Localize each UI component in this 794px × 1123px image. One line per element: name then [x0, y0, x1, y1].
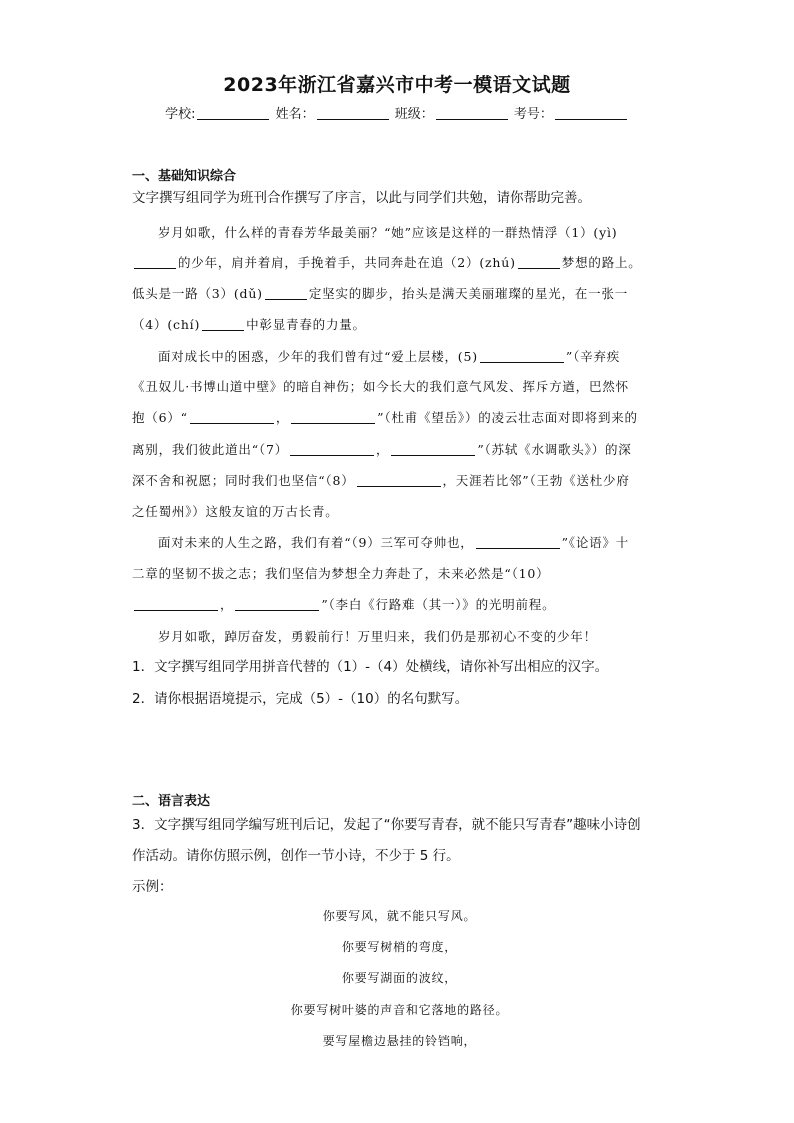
passage-line: 深不舍和祝愿；同时我们也坚信“（8） ，天涯若比邻”（王勃《送杜少府 — [132, 473, 630, 488]
answer-blank[interactable] — [476, 535, 560, 549]
answer-blank[interactable] — [290, 442, 374, 456]
school-blank[interactable] — [197, 107, 269, 120]
passage-line: 面对未来的人生之路，我们有着“（9）三军可夺帅也， ”《论语》十 — [158, 535, 630, 550]
name-blank[interactable] — [317, 107, 389, 120]
passage-line: ， ”（李白《行路难（其一）》的光明前程。 — [132, 595, 667, 615]
example-label: 示例： — [132, 879, 173, 895]
answer-blank[interactable] — [391, 442, 475, 456]
answer-blank[interactable] — [190, 410, 274, 424]
answer-blank[interactable] — [291, 410, 375, 424]
school-label: 学校: — [165, 107, 196, 122]
passage-line: 之任蜀州》）这般友谊的万古长青。 — [132, 504, 339, 519]
poem-line: 要写屋檐边悬挂的铃铛响， — [322, 1034, 477, 1048]
poem-line: 你要写湖面的波纹， — [341, 971, 458, 985]
answer-blank[interactable] — [134, 597, 218, 611]
passage-line: 二章的坚韧不拔之志；我们坚信为梦想全力奔赴了，未来必然是“（10） — [132, 566, 550, 581]
name-label: 姓名： — [275, 107, 315, 122]
section-heading: 二、语言表达 — [132, 794, 211, 809]
section-intro: 文字撰写组同学为班刊合作撰写了序言，以此与同学们共勉，请你帮助完善。 — [132, 190, 591, 206]
answer-blank[interactable] — [357, 473, 441, 487]
question-2: 2．请你根据语境提示，完成（5）-（10）的名句默写。 — [132, 691, 469, 707]
class-label: 班级： — [394, 107, 434, 122]
answer-blank[interactable] — [480, 349, 564, 363]
answer-blank[interactable] — [518, 255, 560, 269]
passage-line: （4）(chí) 中彰显青春的力量。 — [132, 317, 366, 332]
number-label: 考号： — [513, 107, 553, 122]
question-1: 1．文字撰写组同学用拼音代替的（1）-（4）处横线，请你补写出相应的汉字。 — [132, 659, 609, 675]
passage-line: 面对成长中的困惑，少年的我们曾有过“爱上层楼，(5) ”（辛弃疾 — [158, 349, 621, 364]
answer-blank[interactable] — [134, 255, 176, 269]
exam-title: 2023年浙江省嘉兴市中考一模语文试题 — [223, 74, 571, 96]
answer-blank[interactable] — [202, 317, 244, 331]
passage-line: 岁月如歌，踔厉奋发，勇毅前行！万里归来，我们仍是那初心不变的少年！ — [158, 629, 597, 644]
passage-line: 《丑奴儿·书博山道中壁》的暗自神伤；如今长大的我们意气风发、挥斥方遒，巴然怀 — [132, 379, 629, 394]
number-blank[interactable] — [555, 107, 627, 120]
section-heading: 一、基础知识综合 — [132, 169, 237, 184]
question-3: 3．文字撰写组同学编写班刊后记，发起了“你要写青春，就不能只写青春”趣味小诗创 — [132, 817, 641, 833]
student-info-line — [0, 103, 794, 122]
poem-line: 你要写树叶婆的声音和它落地的路径。 — [290, 1003, 509, 1017]
passage-line: 低头是一路（3）(dǔ) 定坚实的脚步，抬头是满天美丽璀璨的星光，在一张一 — [132, 286, 629, 301]
passage-line: 抱（6）“ ， ”（杜甫《望岳》）的凌云壮志面对即将到来的 — [132, 410, 638, 425]
poem-line: 你要写风，就不能只写风。 — [322, 909, 477, 923]
answer-blank[interactable] — [265, 286, 307, 300]
answer-blank[interactable] — [235, 597, 319, 611]
question-3-cont: 作活动。请你仿照示例，创作一节小诗，不少于 5 行。 — [132, 848, 460, 864]
passage-line: 离别，我们彼此道出“（7） ， ”（苏轼《水调歌头》）的深 — [132, 442, 632, 457]
class-blank[interactable] — [436, 107, 508, 120]
poem-line: 你要写树梢的弯度， — [341, 940, 458, 954]
passage-line: 岁月如歌，什么样的青春芳华最美丽？“她”应该是这样的一群热情浮（1）(yì) — [158, 225, 618, 240]
passage-line: 的少年，肩并着肩，手挽着手，共同奔赴在追（2）(zhú) 梦想的路上。 — [132, 253, 667, 273]
